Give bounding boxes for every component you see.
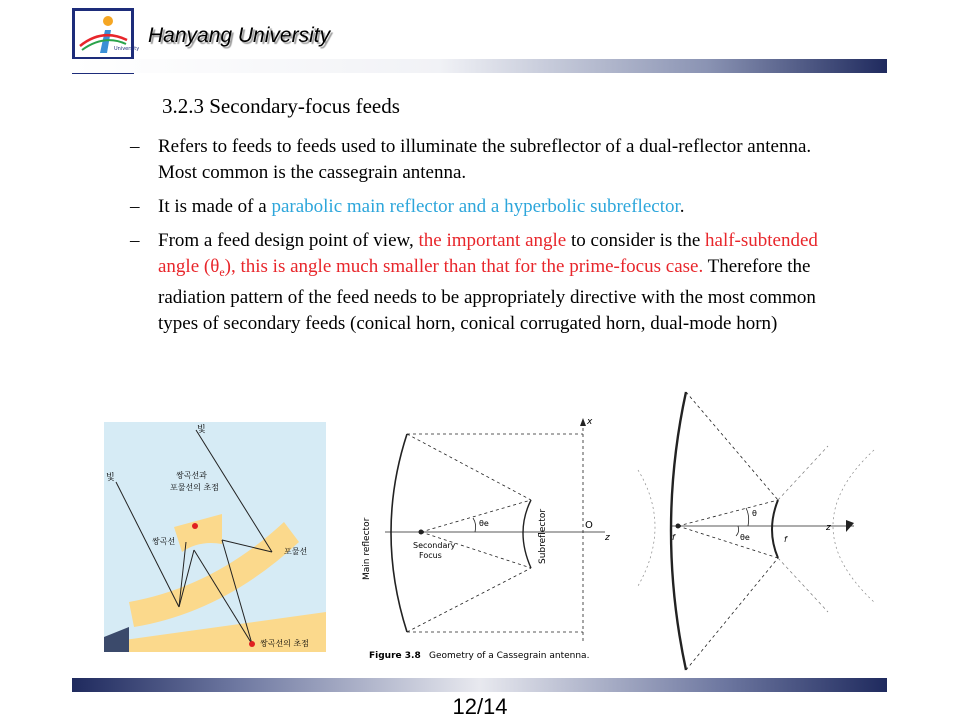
bullet-text-part: to consider is the bbox=[566, 230, 706, 251]
angle-label: θe bbox=[479, 519, 489, 528]
main-reflector-curve bbox=[391, 434, 407, 632]
main-reflector-label: Main reflector bbox=[362, 517, 372, 580]
bullet-highlight-red: half-subtended angle (θ bbox=[158, 230, 818, 277]
bullet-1 bbox=[130, 134, 850, 186]
subscript-e: e bbox=[219, 265, 225, 279]
focus-dot-icon bbox=[249, 641, 255, 647]
origin-label: O bbox=[585, 520, 593, 531]
x-axis-arrow-icon bbox=[580, 418, 586, 426]
footer-bar bbox=[72, 678, 887, 692]
f-label-right: f bbox=[784, 535, 787, 544]
subreflector-label: Subreflector bbox=[538, 508, 548, 564]
x-axis-label: x bbox=[587, 417, 593, 427]
secondary-focus-dot-icon bbox=[419, 530, 424, 535]
bullet-dash: – bbox=[130, 230, 140, 251]
focus-label: 포물선의 초점 bbox=[170, 483, 219, 492]
hyperbola-focus-label: 쌍곡선의 초점 bbox=[260, 639, 309, 648]
bullet-3 bbox=[130, 228, 850, 337]
bullet-text-part: From a feed design point of view, bbox=[158, 230, 419, 251]
university-name: Hanyang University bbox=[148, 24, 331, 47]
bullet-text: Refers to feeds to feeds used to illuminate the subreflector of a dual-reflector antenna. Most common is the cassegrain antenna. bbox=[158, 136, 812, 183]
reflector-geometry-sketch bbox=[642, 390, 874, 672]
main-reflector-curve bbox=[671, 392, 686, 670]
page-number: 12/14 bbox=[452, 694, 508, 719]
bullet-highlight-red: the important angle bbox=[418, 230, 567, 251]
bullet-text bbox=[158, 228, 850, 337]
bullet-text-part: It is made of a bbox=[158, 196, 272, 217]
theta-label: θ bbox=[752, 509, 757, 518]
logo-dot-icon bbox=[103, 16, 113, 26]
logo-subtext: University bbox=[114, 46, 140, 52]
bullet-highlight-red: ), this is angle much smaller than that for the prime-focus case. bbox=[224, 256, 704, 277]
header-bar bbox=[72, 59, 887, 73]
z-axis-label: z bbox=[826, 523, 831, 533]
bullet-list bbox=[130, 134, 850, 345]
focus-dot-icon bbox=[676, 524, 681, 529]
parabola-label: 포물선 bbox=[284, 547, 308, 556]
bullet-text-part: . bbox=[679, 196, 685, 217]
bullet-dash: – bbox=[130, 136, 140, 157]
secondary-focus-label: Secondary bbox=[413, 541, 456, 550]
figure-caption-number: Figure 3.8 bbox=[369, 651, 421, 661]
figure-caption-text: Geometry of a Cassegrain antenna. bbox=[429, 651, 590, 661]
ray-label: 빛 bbox=[197, 425, 206, 435]
subreflector-curve bbox=[523, 500, 531, 568]
bullet-text bbox=[158, 194, 850, 220]
focus-dot-icon bbox=[192, 523, 198, 529]
focus-label: 쌍곡선과 bbox=[176, 471, 207, 480]
bullet-dash: – bbox=[130, 196, 140, 217]
z-axis-label: z bbox=[605, 533, 610, 543]
theta-e-label: θe bbox=[740, 533, 750, 542]
subreflector-curve bbox=[772, 500, 778, 558]
cassegrain-illustration bbox=[104, 422, 326, 652]
f-label-left: f bbox=[672, 533, 675, 542]
bullet-2 bbox=[130, 194, 850, 220]
slide-title: 3.2.3 Secondary-focus feeds bbox=[162, 94, 400, 118]
ray-label: 빛 bbox=[106, 473, 115, 483]
bullet-text-part: Therefore the radiation pattern of the feed needs to be appropriately directive with the most common types of secondary feeds (conical horn, conical corrugated horn, dual-mode horn) bbox=[158, 256, 816, 334]
hyperbola-label: 쌍곡선 bbox=[152, 537, 176, 546]
bullet-highlight-blue: parabolic main reflector and a hyperbolic subreflector bbox=[271, 196, 680, 217]
cassegrain-geometry-figure bbox=[355, 412, 617, 662]
secondary-focus-label: Focus bbox=[419, 551, 442, 560]
